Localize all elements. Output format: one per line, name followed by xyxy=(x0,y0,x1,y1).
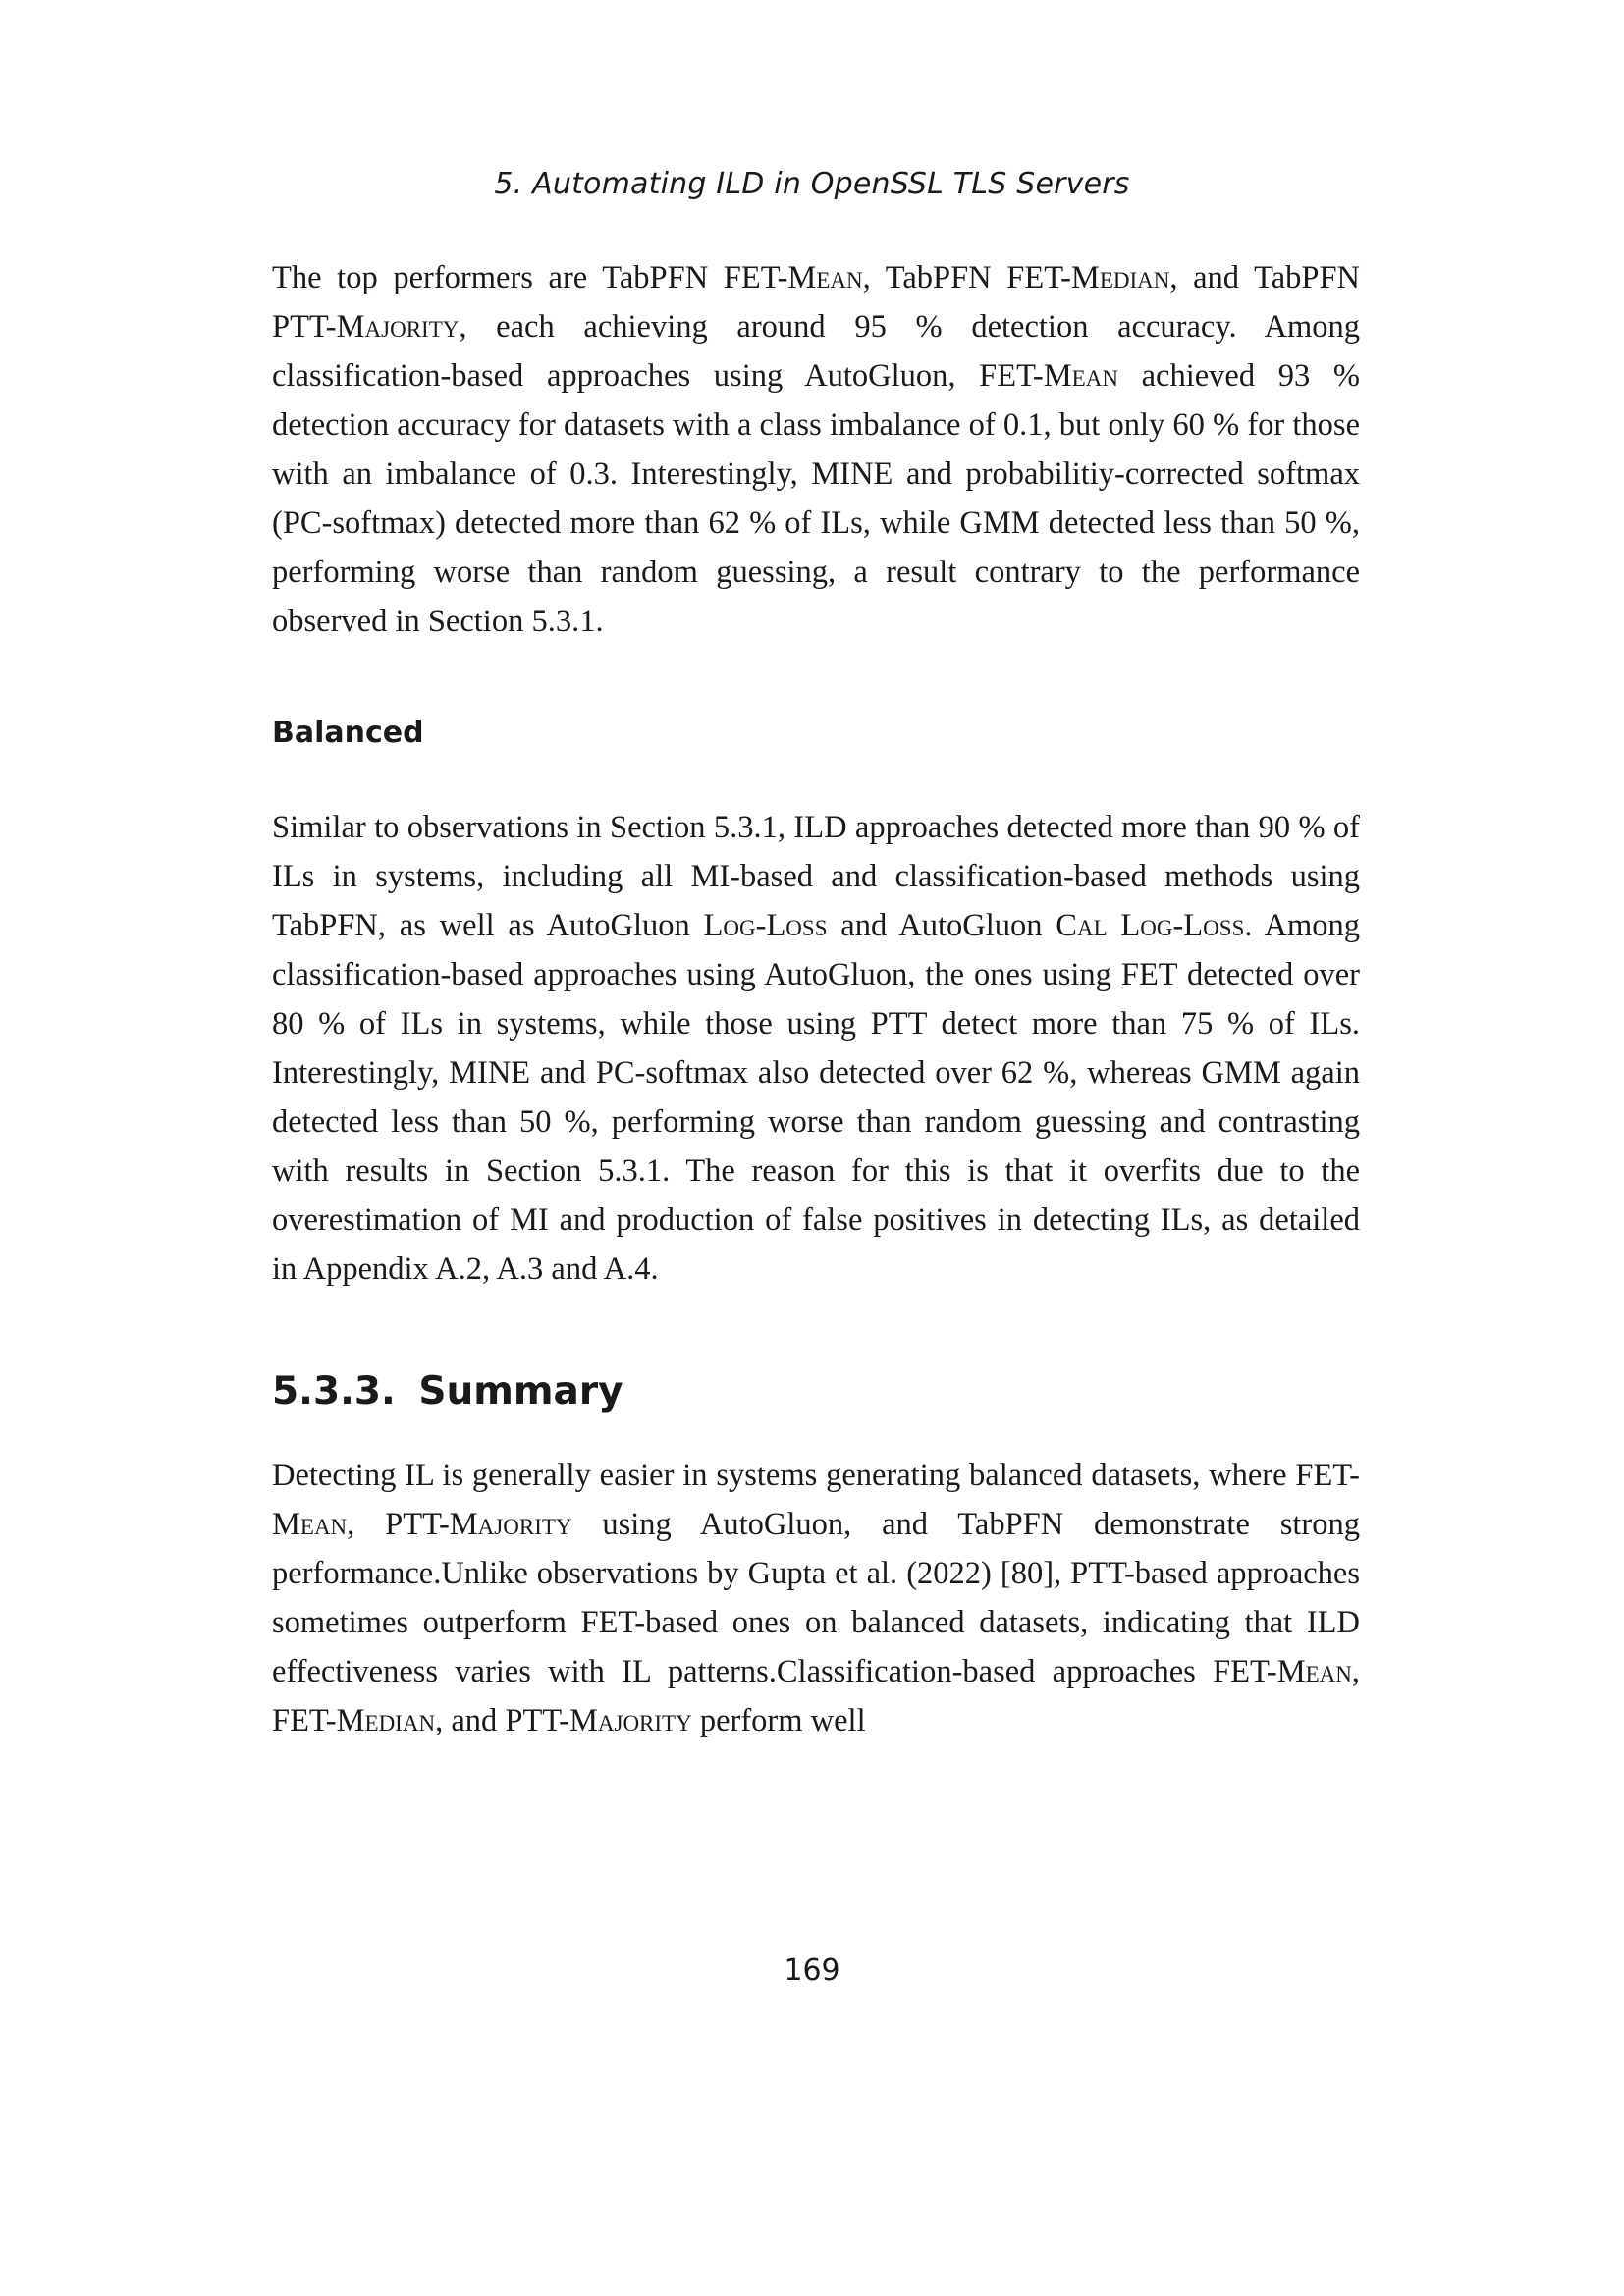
text-run: and AutoGluon xyxy=(827,908,1056,943)
method-name-smallcaps: Median xyxy=(336,1703,436,1738)
paragraph-summary xyxy=(272,1451,1360,1745)
method-name-smallcaps: Median xyxy=(1070,260,1170,295)
method-name-smallcaps: Mean xyxy=(272,1507,348,1542)
method-name-smallcaps: Mean xyxy=(787,260,863,295)
subheading-balanced: Balanced xyxy=(272,716,424,750)
text-run: , PTT- xyxy=(347,1507,450,1542)
section-heading-summary: 5.3.3. Summary xyxy=(272,1369,623,1414)
method-name-smallcaps: Log-Loss xyxy=(703,908,828,943)
method-name-smallcaps: Cal Log-Loss xyxy=(1056,908,1245,943)
text-run: , and TabPFN PTT- xyxy=(272,260,1360,345)
text-run: Similar to observations in Section 5.3.1, ILD approaches detected more than 90 % of ILs in systems, including all MI-based and classification-based methods using TabPFN, as well as AutoGluon xyxy=(272,810,1360,943)
text-run: , TabPFN FET- xyxy=(862,260,1071,295)
method-name-smallcaps: Mean xyxy=(1043,358,1118,394)
text-run: Detecting IL is generally easier in systems generating balanced datasets, where FET- xyxy=(272,1458,1360,1493)
page-number: 169 xyxy=(784,1953,840,1988)
text-run: perform well xyxy=(691,1703,866,1738)
text-run: , each achieving around 95 % detection accuracy. Among classification-based approaches using AutoGluon, FET- xyxy=(272,309,1360,394)
text-run: achieved 93 % detection accuracy for datasets with a class imbalance of 0.1, but only 60 % for those with an imbalance of 0.3. Interestingly, MINE and probabilitiy-corrected softmax (PC-softmax) detected more than 62 % of ILs, while GMM detected less than 50 %, performing worse than random guessing, a result contrary to the performance observed in Section 5.3.1. xyxy=(272,358,1360,639)
text-run: , FET- xyxy=(272,1654,1360,1738)
running-header: 5. Automating ILD in OpenSSL TLS Servers xyxy=(494,167,1130,201)
method-name-smallcaps: Majority xyxy=(449,1507,572,1542)
paragraph-top-performers xyxy=(272,253,1360,646)
paragraph-balanced xyxy=(272,803,1360,1294)
text-run: The top performers are TabPFN FET- xyxy=(272,260,788,295)
text-run: using AutoGluon, and TabPFN demonstrate strong performance.Unlike observations by Gupta et al. (2022) [80], PTT-based approaches sometimes outperform FET-based ones on balanced datasets, indicating that ILD effectiveness varies with IL patterns.Classification-based approaches FET- xyxy=(272,1507,1360,1689)
text-run: . Among classification-based approaches using AutoGluon, the ones using FET detected over 80 % of ILs in systems, while those using PTT detect more than 75 % of ILs. Interestingly, MINE and PC-softmax also detected over 62 %, whereas GMM again detected less than 50 %, performing worse than random guessing and contrasting with results in Section 5.3.1. The reason for this is that it overfits due to the overestimation of MI and production of false positives in detecting ILs, as detailed in Appendix A.2, A.3 and A.4. xyxy=(272,908,1360,1287)
text-run: , and PTT- xyxy=(435,1703,569,1738)
method-name-smallcaps: Majority xyxy=(336,309,460,345)
method-name-smallcaps: Majority xyxy=(568,1703,692,1738)
method-name-smallcaps: Mean xyxy=(1276,1654,1352,1689)
